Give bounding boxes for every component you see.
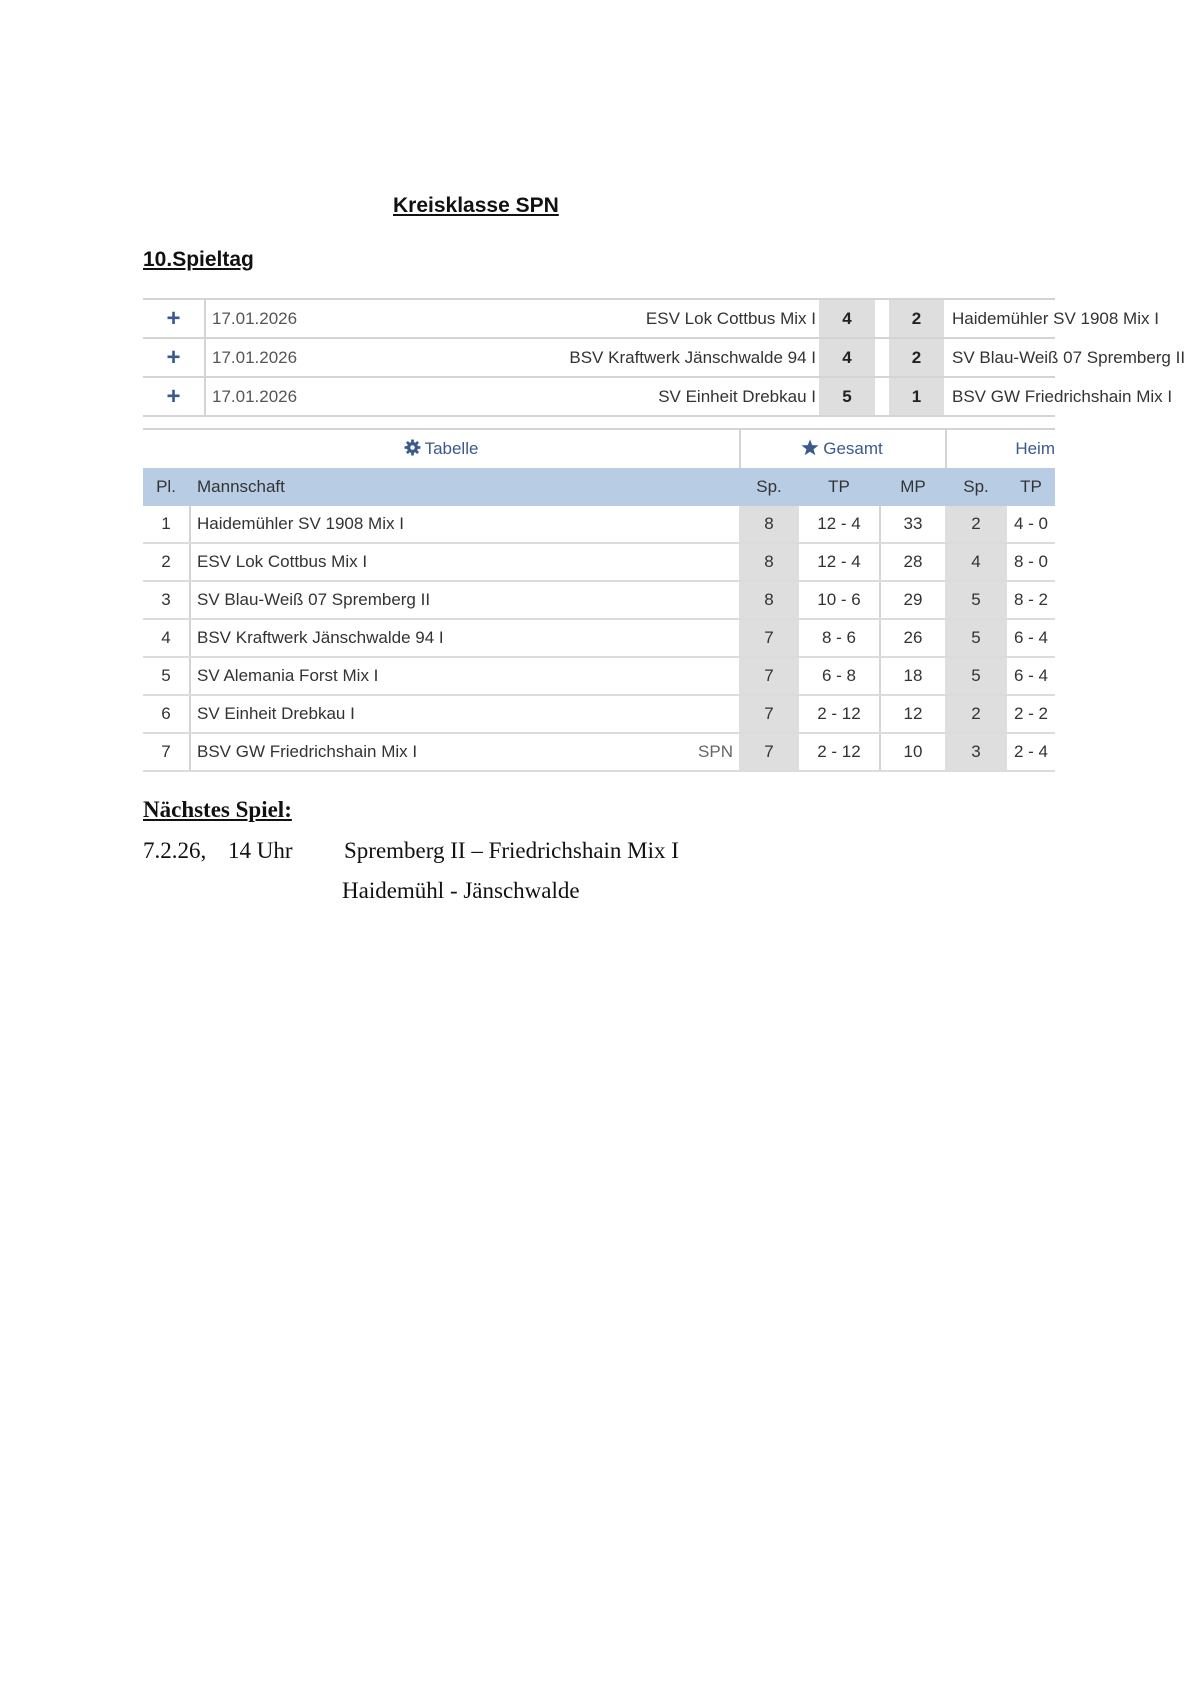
results-list	[143, 298, 1186, 417]
cell-place: 2	[143, 544, 191, 580]
tab-heim[interactable]	[945, 430, 1055, 468]
tab-heim-label: Heim	[1015, 439, 1055, 458]
result-away-score: 2	[889, 339, 944, 376]
result-away-team[interactable]: BSV GW Friedrichshain Mix I	[952, 387, 1173, 406]
cell-home-games: 3	[945, 734, 1007, 770]
result-home-score: 4	[819, 339, 875, 376]
result-away-team[interactable]: SV Blau-Weiß 07 Spremberg II	[952, 348, 1186, 367]
result-date: 17.01.2026	[212, 309, 298, 328]
cell-home-games: 2	[945, 506, 1007, 542]
col-header-mp[interactable]: MP	[900, 477, 926, 496]
result-away-team[interactable]: Haidemühler SV 1908 Mix I	[952, 309, 1159, 328]
cell-region: SPN	[698, 742, 733, 761]
expand-plus-icon[interactable]: +	[143, 339, 206, 376]
cell-region	[683, 506, 733, 542]
cell-home-games: 5	[945, 620, 1007, 656]
table-row	[143, 734, 1055, 772]
cell-mp: 26	[903, 628, 923, 647]
cell-home-tp: 2 - 2	[1013, 704, 1049, 723]
table-header-row	[143, 468, 1055, 506]
cell-home-games: 2	[945, 696, 1007, 732]
cell-mp: 12	[903, 704, 923, 723]
cell-home-tp: 6 - 4	[1013, 666, 1049, 685]
cell-tp: 6 - 8	[799, 658, 881, 694]
result-row	[143, 339, 1186, 378]
cell-place: 4	[143, 620, 191, 656]
result-away-score: 1	[889, 378, 944, 415]
next-game-1: Spremberg II – Friedrichshain Mix I	[344, 838, 679, 863]
cell-games: 8	[739, 506, 799, 542]
table-row	[143, 582, 1055, 620]
cell-home-games: 5	[945, 582, 1007, 618]
next-game-date: 7.2.26,	[143, 838, 207, 863]
result-home-team[interactable]: ESV Lok Cottbus Mix I	[645, 309, 816, 328]
gear-icon	[404, 439, 421, 456]
cell-home-tp: 2 - 4	[1013, 742, 1049, 761]
result-date: 17.01.2026	[212, 348, 298, 367]
cell-tp: 12 - 4	[799, 506, 881, 542]
next-game-heading: Nächstes Spiel:	[143, 797, 292, 822]
cell-home-tp: 4 - 0	[1013, 514, 1049, 533]
cell-region	[683, 620, 733, 656]
tab-gesamt-label: Gesamt	[823, 439, 883, 458]
cell-games: 7	[739, 734, 799, 770]
cell-team[interactable]: Haidemühler SV 1908 Mix I	[197, 514, 404, 533]
cell-team[interactable]: BSV Kraftwerk Jänschwalde 94 I	[197, 628, 444, 647]
cell-games: 7	[739, 658, 799, 694]
table-row	[143, 506, 1055, 544]
cell-region	[683, 582, 733, 618]
cell-home-games: 4	[945, 544, 1007, 580]
result-home-team[interactable]: BSV Kraftwerk Jänschwalde 94 I	[569, 348, 816, 367]
cell-mp: 18	[903, 666, 923, 685]
cell-home-games: 5	[945, 658, 1007, 694]
next-game-2: Haidemühl - Jänschwalde	[342, 878, 580, 903]
tab-gesamt[interactable]	[739, 430, 947, 468]
cell-mp: 29	[903, 590, 923, 609]
result-away-score: 2	[889, 300, 944, 337]
document-title: Kreisklasse SPN	[393, 194, 559, 217]
cell-place: 6	[143, 696, 191, 732]
cell-tp: 12 - 4	[799, 544, 881, 580]
matchday-heading: 10.Spieltag	[143, 248, 254, 271]
cell-games: 7	[739, 696, 799, 732]
cell-tp: 2 - 12	[799, 734, 881, 770]
tab-tabelle[interactable]	[143, 430, 741, 468]
table-row	[143, 658, 1055, 696]
result-date: 17.01.2026	[212, 387, 298, 406]
col-header-home-games[interactable]: Sp.	[963, 477, 989, 496]
cell-team[interactable]: SV Blau-Weiß 07 Spremberg II	[197, 590, 431, 609]
table-row	[143, 696, 1055, 734]
standings-table	[143, 428, 1055, 772]
cell-home-tp: 8 - 0	[1013, 552, 1049, 571]
col-header-games[interactable]: Sp.	[756, 477, 782, 496]
col-header-place[interactable]: Pl.	[156, 477, 176, 496]
result-home-team[interactable]: SV Einheit Drebkau I	[658, 387, 816, 406]
cell-home-tp: 6 - 4	[1013, 628, 1049, 647]
cell-games: 7	[739, 620, 799, 656]
cell-tp: 10 - 6	[799, 582, 881, 618]
col-header-tp[interactable]: TP	[828, 477, 850, 496]
col-header-team[interactable]: Mannschaft	[197, 477, 285, 496]
cell-team[interactable]: BSV GW Friedrichshain Mix I	[197, 742, 418, 761]
table-row	[143, 544, 1055, 582]
cell-place: 7	[143, 734, 191, 770]
cell-mp: 10	[903, 742, 923, 761]
cell-team[interactable]: SV Einheit Drebkau I	[197, 704, 355, 723]
cell-tp: 8 - 6	[799, 620, 881, 656]
cell-place: 3	[143, 582, 191, 618]
cell-games: 8	[739, 582, 799, 618]
cell-team[interactable]: SV Alemania Forst Mix I	[197, 666, 379, 685]
col-header-home-tp[interactable]: TP	[1020, 477, 1042, 496]
cell-home-tp: 8 - 2	[1013, 590, 1049, 609]
expand-plus-icon[interactable]: +	[143, 378, 206, 415]
result-home-score: 4	[819, 300, 875, 337]
table-tab-bar	[143, 428, 1055, 468]
cell-region	[683, 658, 733, 694]
result-row	[143, 378, 1173, 417]
next-game-time: 14 Uhr	[228, 838, 293, 863]
cell-team[interactable]: ESV Lok Cottbus Mix I	[197, 552, 368, 571]
cell-place: 1	[143, 506, 191, 542]
result-home-score: 5	[819, 378, 875, 415]
result-row	[143, 300, 1159, 339]
cell-mp: 28	[903, 552, 923, 571]
star-icon	[801, 439, 819, 456]
cell-tp: 2 - 12	[799, 696, 881, 732]
table-row	[143, 620, 1055, 658]
cell-region	[683, 544, 733, 580]
cell-region	[683, 696, 733, 732]
expand-plus-icon[interactable]: +	[143, 300, 206, 337]
tab-tabelle-label: Tabelle	[424, 439, 479, 458]
cell-games: 8	[739, 544, 799, 580]
cell-place: 5	[143, 658, 191, 694]
cell-mp: 33	[903, 514, 923, 533]
